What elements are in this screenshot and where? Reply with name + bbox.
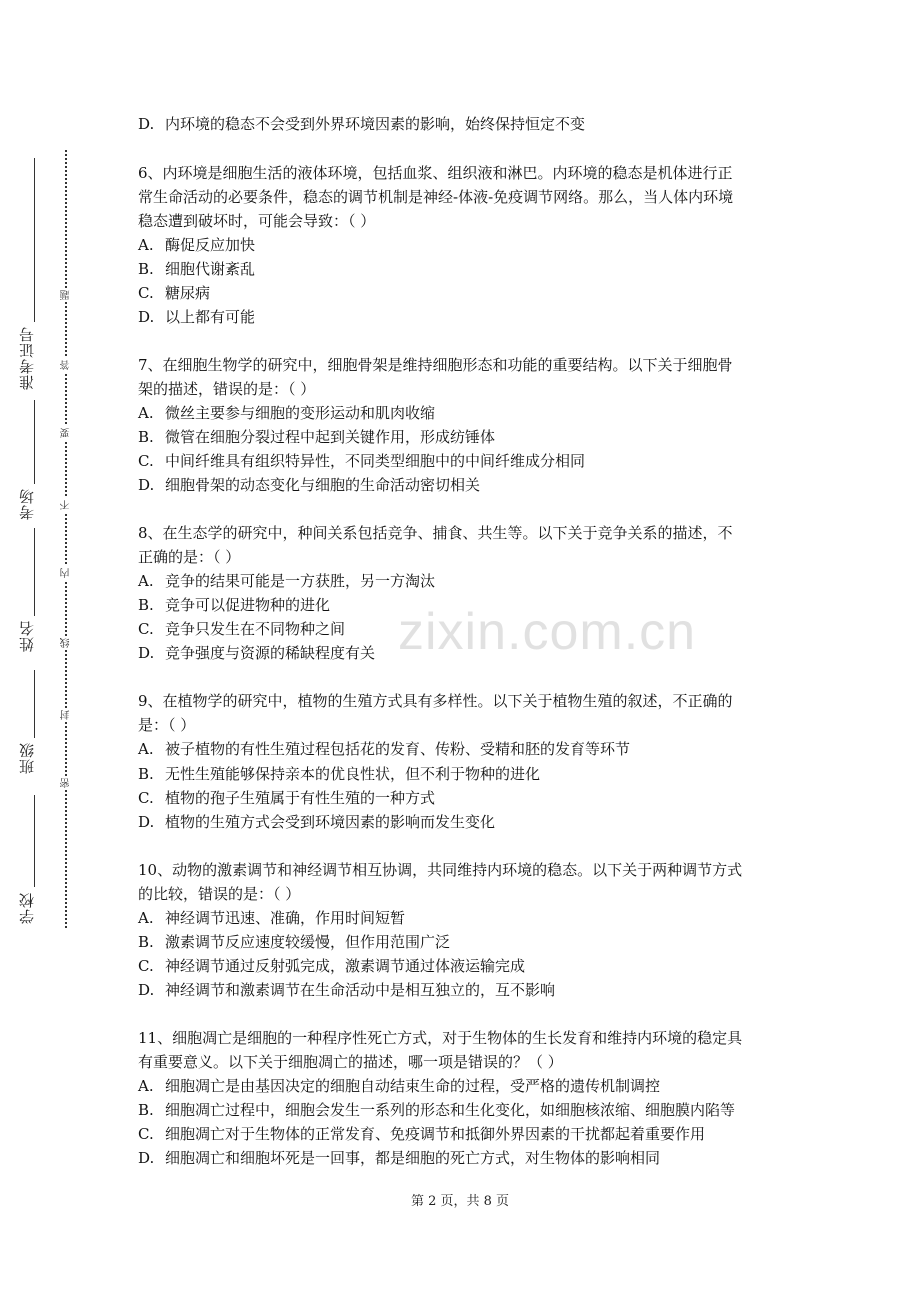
option-text: 糖尿病 [165,284,211,302]
option-letter: B. [138,765,154,783]
seal-char-bu: 不 [61,500,72,510]
q10-stem-line-2: 的比较，错误的是：（ ） [138,885,301,903]
q10-option-d [138,978,555,1002]
q6-stem-line-3: 稳态遭到破坏时，可能会导致：（ ） [138,212,376,230]
option-text: 神经调节通过反射弧完成，激素调节通过体液运输完成 [165,957,526,975]
option-letter: B. [138,933,154,951]
q9-option-d [138,810,495,834]
option-letter: D. [138,476,155,494]
exam-room-label: 考场 [18,488,36,520]
class-label: 班级 [18,742,36,774]
option-text: 细胞凋亡对于生物体的正常发育、免疫调节和抵御外界因素的干扰都起着重要作用 [165,1125,706,1143]
seal-char-ti: 题 [61,290,72,300]
seal-char-feng: 封 [61,710,72,720]
option-letter: D. [138,115,155,133]
option-text: 微管在细胞分裂过程中起到关键作用，形成纺锤体 [165,428,496,446]
q7-option-b [138,425,495,449]
q9-stem-line-1: 9、在植物学的研究中，植物的生殖方式具有多样性。以下关于植物生殖的叙述，不正确的 [138,692,733,710]
seal-char-xian: 线 [61,638,72,648]
page-footer: 第 2 页，共 8 页 [410,1194,510,1209]
option-letter: B. [138,1101,154,1119]
option-text: 竞争强度与资源的稀缺程度有关 [165,644,376,662]
option-text: 细胞代谢紊乱 [165,260,256,278]
q11-option-d [138,1146,660,1170]
q11-stem-line-1: 11、细胞凋亡是细胞的一种程序性死亡方式，对于生物体的生长发育和维持内环境的稳定具 [138,1029,743,1047]
option-letter: B. [138,260,154,278]
option-letter: A. [138,572,154,590]
name-field-line [34,528,36,616]
option-letter: A. [138,404,154,422]
option-text: 神经调节迅速、准确，作用时间短暂 [165,909,406,927]
option-letter: C. [138,789,154,807]
q8-option-b [138,593,330,617]
option-text: 细胞骨架的动态变化与细胞的生命活动密切相关 [165,476,481,494]
q6-option-b [138,257,255,281]
option-letter: B. [138,596,154,614]
seal-char-nei: 内 [61,568,72,578]
seal-dotted-line [65,150,67,928]
option-text: 细胞凋亡和细胞坏死是一回事，都是细胞的死亡方式，对生物体的影响相同 [165,1149,661,1167]
q6-option-c [138,281,210,305]
q6-option-d [138,305,255,329]
q8-stem-line-1: 8、在生态学的研究中，种间关系包括竞争、捕食、共生等。以下关于竞争关系的描述，不 [138,524,733,542]
q10-option-b [138,930,450,954]
name-label: 姓名 [18,620,36,652]
option-text: 竞争可以促进物种的进化 [165,596,331,614]
school-label: 学校 [18,892,36,924]
watermark: zixin.com.cn [398,603,697,661]
option-letter: C. [138,620,154,638]
option-text: 微丝主要参与细胞的变形运动和肌肉收缩 [165,404,436,422]
admission-number-field-line [34,158,36,322]
option-text: 被子植物的有性生殖过程包括花的发育、传粉、受精和胚的发育等环节 [165,740,631,758]
option-text: 内环境的稳态不会受到外界环境因素的影响，始终保持恒定不变 [165,115,586,133]
option-letter: C. [138,957,154,975]
q6-option-a [138,233,255,257]
q7-stem-line-2: 架的描述，错误的是：（ ） [138,380,316,398]
option-letter: A. [138,1077,154,1095]
option-letter: D. [138,981,155,999]
q6-stem-line-2: 常生命活动的必要条件，稳态的调节机制是神经-体液-免疫调节网络。那么，当人体内环境 [138,188,734,206]
option-text: 酶促反应加快 [165,236,256,254]
option-letter: D. [138,308,155,326]
option-text: 无性生殖能够保持亲本的优良性状，但不利于物种的进化 [165,765,541,783]
q9-stem-line-2: 是：（ ） [138,716,196,734]
seal-char-mi: 密 [61,778,72,788]
admission-number-label: 准考证号 [18,326,36,390]
option-letter: D. [138,813,155,831]
q11-option-b [138,1098,735,1122]
q11-stem-line-2: 有重要意义。以下关于细胞凋亡的描述，哪一项是错误的？（ ） [138,1053,563,1071]
q10-option-a [138,906,405,930]
option-letter: A. [138,909,154,927]
option-letter: D. [138,1149,155,1167]
q7-option-d [138,473,480,497]
option-letter: D. [138,644,155,662]
q10-stem-line-1: 10、动物的激素调节和神经调节相互协调，共同维持内环境的稳态。以下关于两种调节方式 [138,861,743,879]
option-letter: C. [138,284,154,302]
class-field-line [34,670,36,738]
option-text: 细胞凋亡是由基因决定的细胞自动结束生命的过程，受严格的遗传机制调控 [165,1077,661,1095]
exam-room-field-line [34,400,36,484]
q9-option-b [138,762,540,786]
option-letter: C. [138,1125,154,1143]
q9-option-a [138,737,630,761]
q6-stem-line-1: 6、内环境是细胞生活的液体环境，包括血浆、组织液和淋巴。内环境的稳态是机体进行正 [138,164,733,182]
q11-option-a [138,1074,660,1098]
option-text: 竞争只发生在不同物种之间 [165,620,346,638]
option-letter: A. [138,236,154,254]
q7-option-a [138,401,435,425]
school-field-line [34,795,36,887]
option-letter: A. [138,740,154,758]
q10-option-c [138,954,525,978]
option-text: 神经调节和激素调节在生命活动中是相互独立的，互不影响 [165,981,556,999]
option-letter: B. [138,428,154,446]
q8-option-a [138,569,435,593]
option-text: 激素调节反应速度较缓慢，但作用范围广泛 [165,933,451,951]
q8-option-d [138,641,375,665]
seal-char-da: 答 [61,360,72,370]
option-text: 植物的生殖方式会受到环境因素的影响而发生变化 [165,813,496,831]
q9-option-c [138,786,435,810]
q8-option-c [138,617,345,641]
q5-option-d [138,112,585,136]
option-letter: C. [138,452,154,470]
option-text: 竞争的结果可能是一方获胜，另一方淘汰 [165,572,436,590]
option-text: 植物的孢子生殖属于有性生殖的一种方式 [165,789,436,807]
q11-option-c [138,1122,705,1146]
option-text: 以上都有可能 [165,308,256,326]
q7-option-c [138,449,585,473]
seal-char-yao: 要 [61,428,72,438]
binding-margin [0,0,110,1302]
q8-stem-line-2: 正确的是：（ ） [138,548,241,566]
option-text: 细胞凋亡过程中，细胞会发生一系列的形态和生化变化，如细胞核浓缩、细胞膜内陷等 [165,1101,736,1119]
option-text: 中间纤维具有组织特异性，不同类型细胞中的中间纤维成分相同 [165,452,586,470]
q7-stem-line-1: 7、在细胞生物学的研究中，细胞骨架是维持细胞形态和功能的重要结构。以下关于细胞骨 [138,356,733,374]
